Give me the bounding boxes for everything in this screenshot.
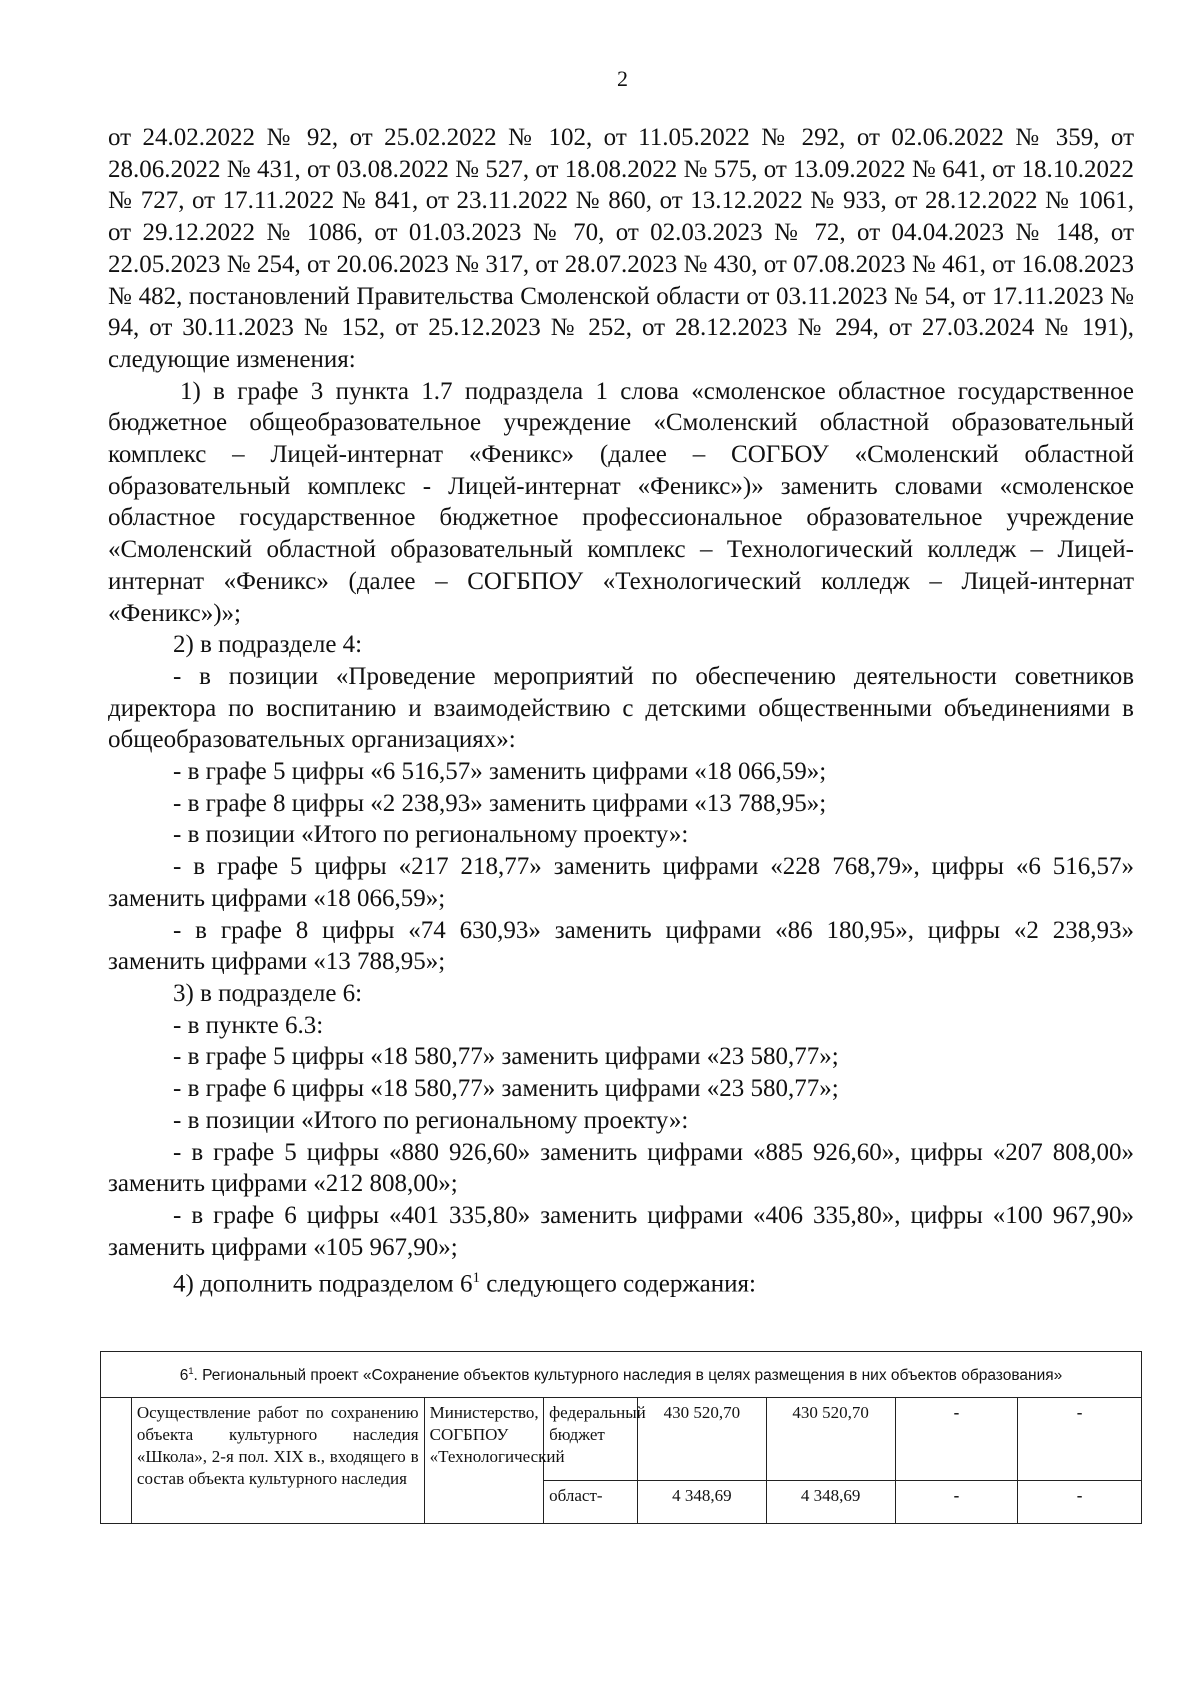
paragraph-item-1: 1) в графе 3 пункта 1.7 подраздела 1 слова «смоленское областное государственное бюджетное общеобразовательное учреждение «Смоленский областной образовательный комплекс – Лицей-интернат «Феникс» (далее – СОГБОУ «Смоленский областной образовательный комплекс - Лицей-интернат «Феникс»)» заменить словами «смоленское областное государственное бюджетное профессиональное образовательное учреждение «Смоленский областной образовательный комплекс – Технологический колледж – Лицей-интернат «Феникс» (далее – СОГБПОУ «Технологический колледж – Лицей-интернат «Феникс»)»; xyxy=(108,377,1134,627)
paragraph-change: - в графе 5 цифры «880 926,60» заменить цифрами «885 926,60», цифры «207 808,00» заменить цифрами «212 808,00»; xyxy=(108,1138,1134,1198)
paragraph-change: - в графе 5 цифры «18 580,77» заменить цифрами «23 580,77»; xyxy=(173,1043,839,1071)
paragraph-item-2: 2) в подразделе 4: xyxy=(173,631,363,659)
item-4-text-tail: следующего содержания: xyxy=(479,1270,756,1298)
paragraph-position-1: - в позиции «Проведение мероприятий по обеспечению деятельности советников директора по воспитанию и взаимодействию с детскими общественными объединениями в общеобразовательных организациях»: xyxy=(108,662,1134,754)
year3-cell: - xyxy=(1018,1398,1142,1481)
year1-cell: 4 348,69 xyxy=(766,1481,895,1524)
executor-cell: Министерство, СОГБПОУ «Технологический xyxy=(424,1398,544,1524)
total-cell: 4 348,69 xyxy=(637,1481,766,1524)
document-body xyxy=(108,122,1134,1300)
year3-cell: - xyxy=(1018,1481,1142,1524)
year2-cell: - xyxy=(895,1398,1018,1481)
item-4-superscript: 1 xyxy=(472,1270,480,1287)
row-number-cell xyxy=(101,1398,132,1524)
table-title-row xyxy=(101,1352,1142,1398)
paragraph-intro: от 24.02.2022 № 92, от 25.02.2022 № 102, от 11.05.2022 № 292, от 02.06.2022 № 359, от 28.06.2022 № 431, от 03.08.2022 № 527, от 18.08.2022 № 575, от 13.09.2022 № 641, от 18.10.2022 № 727, от 17.11.2022 № 841, от 23.11.2022 № 860, от 13.12.2022 № 933, от 28.12.2022 № 1061, от 29.12.2022 № 1086, от 01.03.2023 № 70, от 02.03.2023 № 72, от 04.04.2023 № 148, от 22.05.2023 № 254, от 20.06.2023 № 317, от 28.07.2023 № 430, от 07.08.2023 № 461, от 16.08.2023 № 482, постановлений Правительства Смоленской области от 03.11.2023 № 54, от 17.11.2023 № 94, от 30.11.2023 № 152, от 25.12.2023 № 252, от 28.12.2023 № 294, от 27.03.2024 № 191), следующие изменения: xyxy=(108,124,1134,373)
funding-source-cell: федеральный бюджет xyxy=(544,1398,638,1481)
title-text: . Региональный проект «Сохранение объектов культурного наследия в целях размещения в них объектов образования» xyxy=(193,1367,1063,1385)
funding-source-cell: област- xyxy=(544,1481,638,1524)
page-number: 2 xyxy=(617,66,628,91)
paragraph-item-3: 3) в подразделе 6: xyxy=(173,979,363,1007)
paragraph-change: - в графе 8 цифры «74 630,93» заменить цифрами «86 180,95», цифры «2 238,93» заменить цифрами «13 788,95»; xyxy=(108,916,1134,976)
year1-cell: 430 520,70 xyxy=(766,1398,895,1481)
paragraph-change: - в графе 6 цифры «401 335,80» заменить цифрами «406 335,80», цифры «100 967,90» заменить цифрами «105 967,90»; xyxy=(108,1201,1134,1261)
subsection-table xyxy=(100,1351,1142,1524)
table-row xyxy=(101,1398,1142,1481)
paragraph-position-total: - в позиции «Итого по региональному проекту»: xyxy=(173,1106,689,1134)
paragraph-item-4 xyxy=(108,1263,1134,1300)
paragraph-change: - в графе 5 цифры «217 218,77» заменить цифрами «228 768,79», цифры «6 516,57» заменить цифрами «18 066,59»; xyxy=(108,853,1134,912)
paragraph-point: - в пункте 6.3: xyxy=(173,1011,324,1039)
paragraph-position-total: - в позиции «Итого по региональному проекту»: xyxy=(173,821,689,849)
activity-name-cell: Осуществление работ по сохранению объекта культурного наследия «Школа», 2-я пол. XIX в., входящего в состав объекта культурного наследия xyxy=(131,1398,424,1524)
total-cell: 430 520,70 xyxy=(637,1398,766,1481)
item-4-text: 4) дополнить подразделом 6 xyxy=(173,1270,473,1298)
title-number: 6 xyxy=(179,1367,189,1385)
table-title xyxy=(101,1352,1142,1398)
paragraph-change: - в графе 6 цифры «18 580,77» заменить цифрами «23 580,77»; xyxy=(173,1075,839,1103)
year2-cell: - xyxy=(895,1481,1018,1524)
title-superscript: 1 xyxy=(188,1366,194,1376)
paragraph-change: - в графе 5 цифры «6 516,57» заменить цифрами «18 066,59»; xyxy=(173,758,827,786)
paragraph-change: - в графе 8 цифры «2 238,93» заменить цифрами «13 788,95»; xyxy=(173,789,827,817)
